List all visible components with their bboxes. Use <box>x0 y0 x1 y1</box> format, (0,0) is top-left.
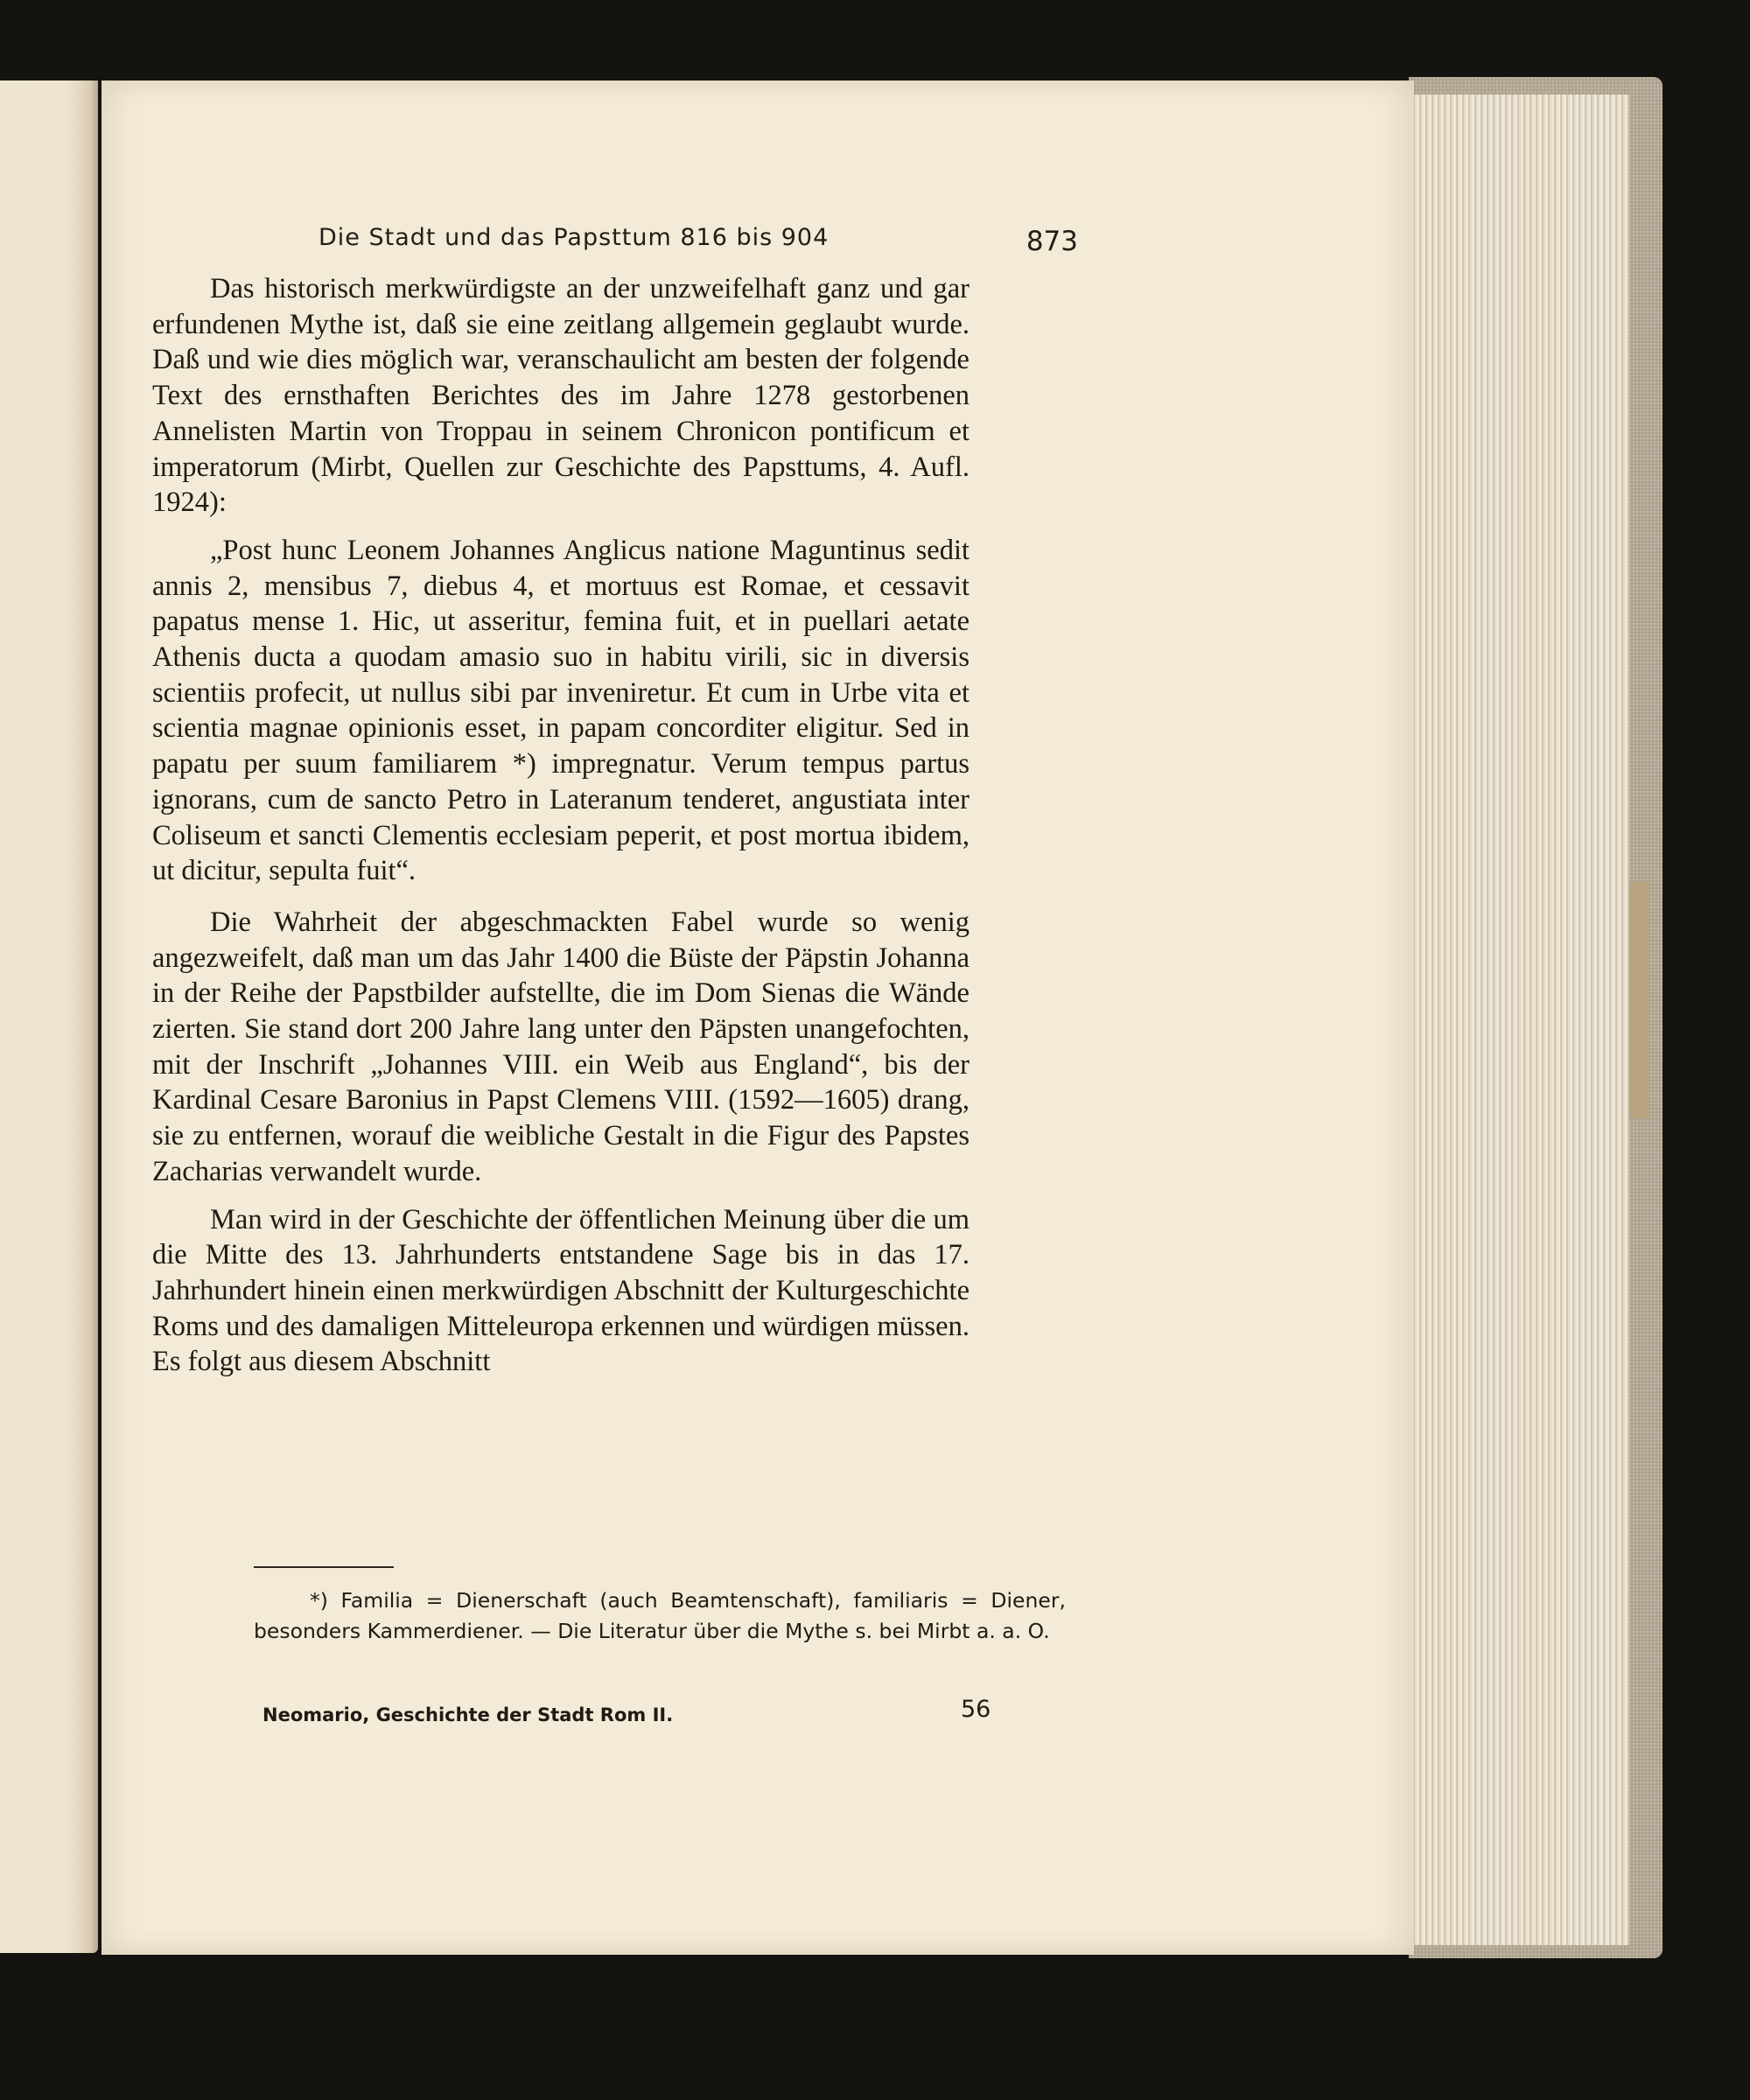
left-page-edge <box>0 80 98 1953</box>
running-head-title: Die Stadt und das Papsttum 816 bis 904 <box>318 224 830 251</box>
page-block-edges <box>1410 94 1629 1945</box>
footnote-text: *) Familia = Dienerschaft (auch Beamtenschaft), familiaris = Diener, besonders Kammerdiener. — Die Literatur über die Mythe s. bei Mirbt a. a. O. <box>254 1588 1066 1643</box>
running-head <box>318 224 1078 266</box>
paragraph-public-opinion: Man wird in der Geschichte der öffentlichen Meinung über die um die Mitte des 13. Jahrhunderts entstandene Sage bis in das 17. Jahrhundert hinein einen merkwürdigen Abschnitt der Kulturgeschichte Roms und des damaligen Mitteleuropa erkennen und würdigen müssen. Es folgt aus diesem Abschnitt <box>152 1203 970 1378</box>
bookmark-ribbon <box>1629 882 1648 1118</box>
paragraph-latin-quote: „Post hunc Leonem Johannes Anglicus natione Maguntinus sedit annis 2, mensibus 7, diebus 4, et mortuus est Romae, et cessavit papatus mense 1. Hic, ut asseritur, femina fuit, et in puellari aetate Athenis ducta a quodam amasio suo in habitu virili, sic in diversis scientiis profecit, ut nullus sibi par inveniretur. Et cum in Urbe vita et scientia magnae opinionis esset, in papam concorditer eligitur. Sed in papatu per suum familiarem *) impregnatur. Verum tempus partus ignorans, cum de sancto Petro in Lateranum tenderet, angustiata inter Coliseum et sancti Clementis ecclesiam peperit, et post mortua ibidem, ut dicitur, sepulta fuit“. <box>152 534 970 887</box>
sheet-number: 56 <box>961 1696 991 1723</box>
footnote <box>254 1586 1066 1647</box>
signature-line: Neomario, Geschichte der Stadt Rom II. <box>262 1704 674 1726</box>
paragraph-siena-bust: Die Wahrheit der abgeschmackten Fabel wurde so wenig angezweifelt, daß man um das Jahr 1400 die Büste der Päpstin Johanna in der Reihe der Papstbilder aufstellte, die im Dom Sienas die Wände zierten. Sie stand dort 200 Jahre lang unter den Päpsten unangefochten, mit der Inschrift „Johannes VIII. ein Weib aus England“, bis der Kardinal Cesare Baronius in Papst Clemens VIII. (1592—1605) drang, sie zu entfernen, worauf die weibliche Gestalt in die Figur des Papstes Zacharias verwandelt wurde. <box>152 906 970 1187</box>
paragraph-intro: Das historisch merkwürdigste an der unzweifelhaft ganz und gar erfundenen Mythe ist, daß sie eine zeitlang allgemein geglaubt wurde. Daß und wie dies möglich war, veranschaulicht am besten der folgende Text des ernsthaften Berichtes des im Jahre 1278 gestorbenen Annelisten Martin von Troppau in seinem Chronicon pontificum et imperatorum (Mirbt, Quellen zur Geschichte des Papsttums, 4. Aufl. 1924): <box>152 273 970 519</box>
sheet-signature <box>262 1696 998 1736</box>
footnote-rule <box>254 1566 394 1568</box>
body-text <box>152 271 970 1392</box>
page-number: 873 <box>1026 226 1078 257</box>
